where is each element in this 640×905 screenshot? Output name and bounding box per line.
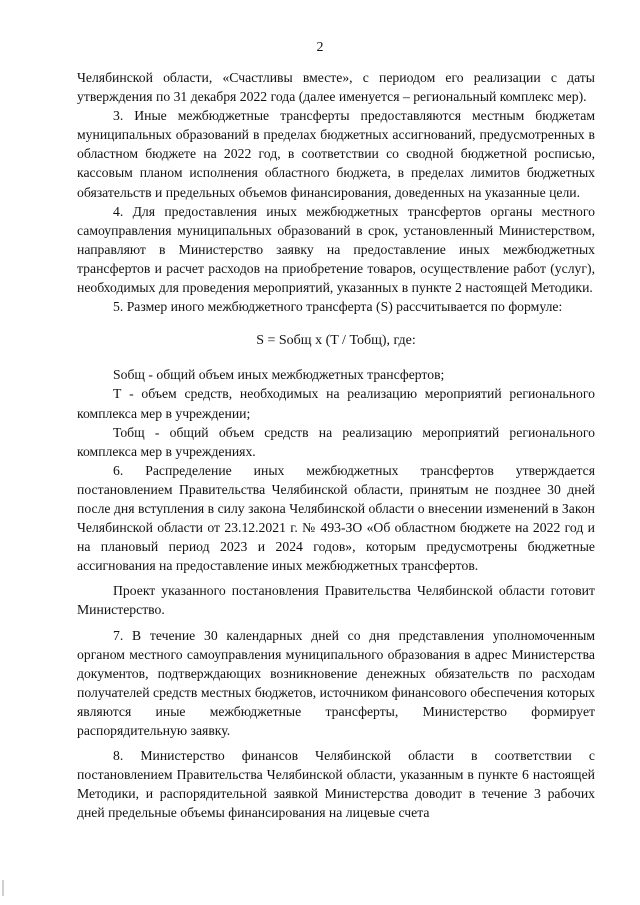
paragraph-3: 3. Иные межбюджетные трансферты предоставляются местным бюджетам муниципальных образований в пределах бюджетных ассигнований, предусмотренных в областном бюджете на 2022 год, в соответствии со сводной бюджетной росписью, кассовым планом исполнения областного бюджета, в пределах лимитов бюджетных обязательств и предельных объемов финансирования, доведенных на указанные цели. (77, 108, 595, 200)
definition-t: Т - объем средств, необходимых на реализацию мероприятий регионального комплекса мер в учреждении; (77, 386, 595, 421)
paragraph-5: 5. Размер иного межбюджетного трансферта (S) рассчитывается по формуле: (113, 299, 563, 315)
paragraph-8: 8. Министерство финансов Челябинской области в соответствии с постановлением Правительства Челябинской области, указанным в пункте 6 настоящей Методики, и распорядительной заявкой Министерства доводит в течение 3 рабочих дней предельные объемы финансирования на лицевые счета (77, 748, 595, 821)
paragraph-project: Проект указанного постановления Правительства Челябинской области готовит Министерство. (77, 583, 595, 618)
definition-t-total: Тобщ - общий объем средств на реализацию мероприятий регионального комплекса мер в учреждениях. (77, 424, 595, 459)
page-number: 2 (316, 40, 324, 55)
document-body (77, 68, 595, 822)
paragraph-continuation: Челябинской области, «Счастливы вместе», с периодом его реализации с даты утверждения по 31 декабря 2022 года (далее именуется – региональный комплекс мер). (77, 70, 595, 105)
paragraph-6: 6. Распределение иных межбюджетных трансфертов утверждается постановлением Правительства Челябинской области, принятым не позднее 30 дней после дня вступления в силу закона Челябинской области о внесении изменений в Закон Челябинской области от 23.12.2021 г. № 493-ЗО «Об областном бюджете на 2022 год и на плановый период 2023 и 2024 годов», которым предусмотрены бюджетные ассигнования на предоставление иных межбюджетных трансфертов. (77, 462, 595, 574)
scan-margin-mark (2, 880, 4, 896)
paragraph-7: 7. В течение 30 календарных дней со дня представления уполномоченным органом местного самоуправления муниципального образования в адрес Министерства документов, подтверждающих возникновение денежных обязательств по расходам получателей средств местных бюджетов, источником финансового обеспечения которых являются иные межбюджетные трансферты, Министерство формирует распорядительную заявку. (77, 627, 595, 738)
paragraph-4: 4. Для предоставления иных межбюджетных трансфертов органы местного самоуправления муниципальных образований в срок, установленный Министерством, направляют в Министерство заявку на предоставление иных межбюджетных трансфертов и расчет расходов на приобретение товаров, осуществление работ (услуг), необходимых для проведения мероприятий, указанных в пункте 2 настоящей Методики. (77, 203, 595, 296)
formula: S = Sобщ x (T / Тобщ), где: (256, 333, 416, 349)
definition-s-total: Sобщ - общий объем иных межбюджетных трансфертов; (113, 367, 445, 383)
